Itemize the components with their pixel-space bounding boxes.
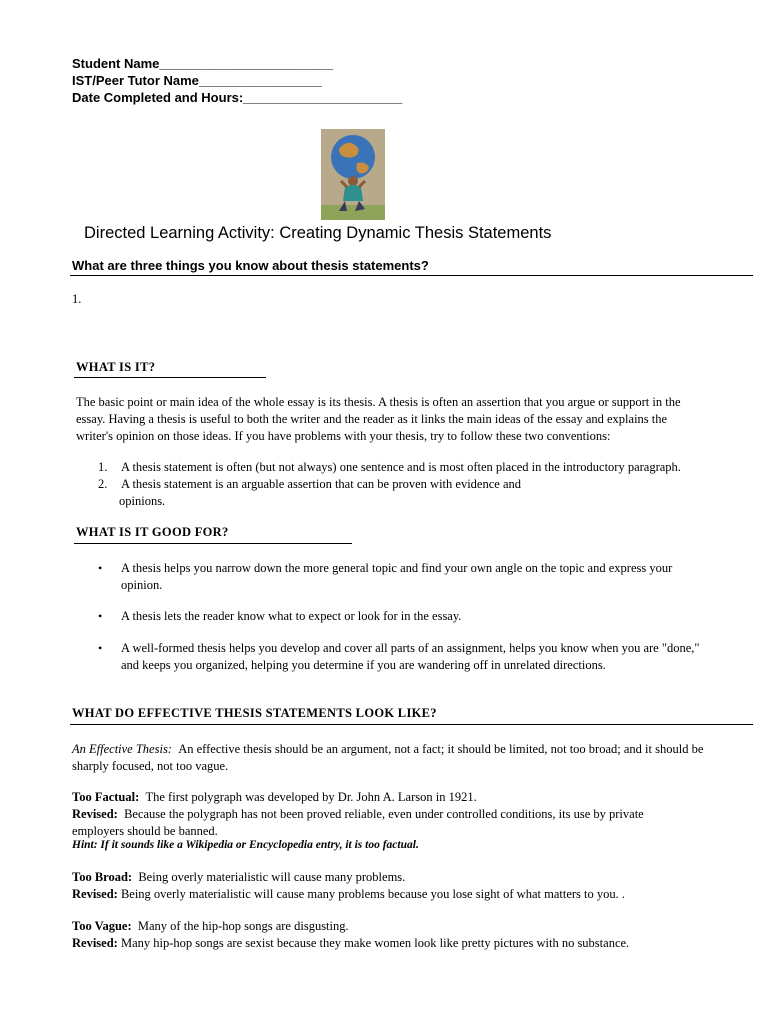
question-text: What are three things you know about thesis statements? <box>72 258 429 273</box>
hint-text: Hint: If it sounds like a Wikipedia or Encyclopedia entry, it is too factual. <box>72 839 419 851</box>
paragraph-line: essay. Having a thesis is useful to both the writer and the reader as it links the main ideas of the essay and explains the <box>76 412 668 426</box>
list-number: 1. <box>98 460 108 474</box>
revised-label: Revised: <box>72 807 118 821</box>
revised-text: Being overly materialistic will cause many problems because you lose sight of what matters to you. . <box>120 887 625 901</box>
too-vague-text: Many of the hip-hop songs are disgusting. <box>137 919 349 933</box>
too-factual-text: The first polygraph was developed by Dr. John A. Larson in 1921. <box>145 790 477 804</box>
answer-item-1: 1. <box>72 292 82 306</box>
effective-intro-label: An Effective Thesis: <box>72 742 172 756</box>
vague-revised-line <box>72 936 629 951</box>
bullet-item: A well-formed thesis helps you develop and cover all parts of an assignment, helps you know when you are "done," <box>121 641 700 655</box>
revised-text: Because the polygraph has not been proved reliable, even under controlled conditions, its use by private <box>124 807 644 821</box>
date-hours-field: Date Completed and Hours:______________________ <box>72 90 403 105</box>
revised-label: Revised: <box>72 936 118 950</box>
effective-intro-line <box>72 742 703 757</box>
section-heading-effective: WHAT DO EFFECTIVE THESIS STATEMENTS LOOK LIKE? <box>72 706 437 720</box>
page-title: Directed Learning Activity: Creating Dynamic Thesis Statements <box>84 224 552 242</box>
bullet-icon: • <box>98 609 103 623</box>
list-item: A thesis statement is an arguable assertion that can be proven with evidence and <box>121 477 521 491</box>
too-vague-line <box>72 919 349 934</box>
bullet-item-continuation: opinion. <box>121 578 163 592</box>
revised-text-continuation: employers should be banned. <box>72 824 218 838</box>
bullet-item-continuation: and keeps you organized, helping you determine if you are wandering off in unrelated directions. <box>121 658 606 672</box>
too-vague-label: Too Vague: <box>72 919 132 933</box>
list-number: 2. <box>98 477 108 491</box>
person-holding-globe-clipart-icon <box>321 129 385 220</box>
tutor-name-field: IST/Peer Tutor Name_________________ <box>72 73 322 88</box>
effective-intro-continuation: sharply focused, not too vague. <box>72 759 229 773</box>
revised-label: Revised: <box>72 887 118 901</box>
factual-revised-line <box>72 807 644 822</box>
too-broad-text: Being overly materialistic will cause many problems. <box>138 870 406 884</box>
paragraph-line: The basic point or main idea of the whole essay is its thesis. A thesis is often an assertion that you argue or support in the <box>76 395 681 409</box>
revised-text: Many hip-hop songs are sexist because they make women look like pretty pictures with no substance. <box>120 936 630 950</box>
too-factual-line <box>72 790 477 805</box>
too-broad-label: Too Broad: <box>72 870 133 884</box>
section-underline <box>70 724 753 725</box>
bullet-icon: • <box>98 561 103 575</box>
paragraph-line: writer's opinion on those ideas. If you have problems with your thesis, try to follow these two conventions: <box>76 429 611 443</box>
section-heading-what-is-it: WHAT IS IT? <box>76 360 156 374</box>
section-underline <box>74 543 352 544</box>
too-factual-label: Too Factual: <box>72 790 140 804</box>
question-underline <box>70 275 753 276</box>
bullet-item: A thesis lets the reader know what to expect or look for in the essay. <box>121 609 462 623</box>
effective-intro-text: An effective thesis should be an argument, not a fact; it should be limited, not too broad; and it should be <box>178 742 704 756</box>
section-underline <box>74 377 266 378</box>
broad-revised-line <box>72 887 625 902</box>
too-broad-line <box>72 870 405 885</box>
student-name-field: Student Name________________________ <box>72 56 333 71</box>
list-item: A thesis statement is often (but not always) one sentence and is most often placed in the introductory paragraph. <box>121 460 681 474</box>
bullet-icon: • <box>98 641 103 655</box>
list-item-continuation: opinions. <box>119 494 166 508</box>
section-heading-good-for: WHAT IS IT GOOD FOR? <box>76 525 229 539</box>
bullet-item: A thesis helps you narrow down the more general topic and find your own angle on the topic and express your <box>121 561 673 575</box>
